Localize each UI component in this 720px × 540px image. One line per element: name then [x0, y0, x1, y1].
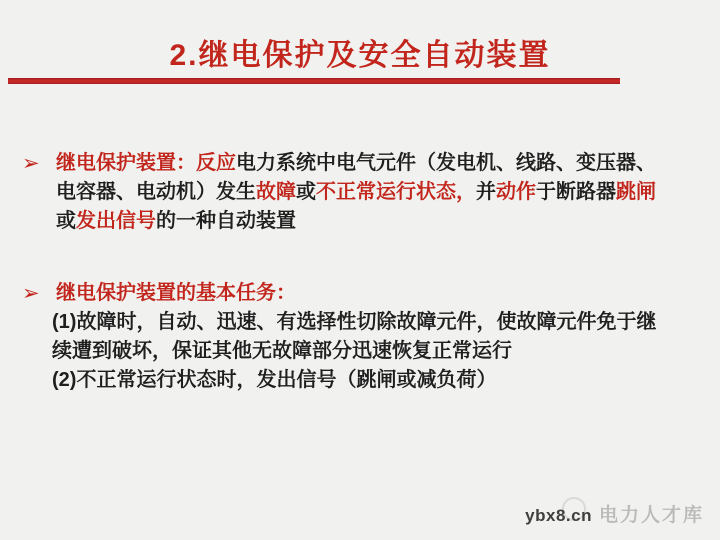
text-run: 反应 [196, 152, 236, 174]
bullet-definition [22, 149, 700, 236]
text-run: 不正常运行状态， [316, 181, 476, 203]
text-run: 跳闸 [616, 181, 656, 203]
text-run: 继电保护装置： [56, 152, 196, 174]
bullet-basic-tasks [22, 279, 700, 395]
watermark [525, 500, 704, 527]
arrow-bullet-icon: ➢ [22, 282, 40, 305]
text-run: 于断路器 [536, 181, 616, 203]
text-run: 电力系统中电气元件（发电机、线路、变压器、 [236, 152, 656, 174]
arrow-bullet-icon: ➢ [22, 152, 40, 175]
title-divider-line [8, 78, 620, 84]
text-line-1 [56, 149, 700, 178]
text-line-2 [56, 178, 700, 207]
task-item-1-line-1: (1)故障时，自动、迅速、有选择性切除故障元件，使故障元件免于继 [52, 311, 657, 333]
task-item-1-line-2: 续遭到破坏，保证其他无故障部分迅速恢复正常运行 [52, 340, 512, 362]
bullet-basic-tasks-text [52, 279, 700, 395]
text-run: 故障 [256, 181, 296, 203]
text-line-3 [56, 207, 700, 236]
task-item-2: (2)不正常运行状态时，发出信号（跳闸或减负荷） [52, 369, 497, 391]
watermark-brand-text: 电力人才库 [598, 505, 704, 526]
text-run: 电容器、电动机）发生 [56, 181, 256, 203]
watermark-site-text: ybx8.cn [525, 506, 592, 525]
text-run: 动作 [496, 181, 536, 203]
tasks-heading: 继电保护装置的基本任务： [56, 282, 296, 304]
slide-title: 2.继电保护及安全自动装置 [169, 39, 551, 72]
text-run: 或 [56, 210, 76, 232]
text-run: 或 [296, 181, 316, 203]
bullet-definition-text [56, 149, 700, 236]
text-run: 的一种自动装置 [156, 210, 296, 232]
text-run: 发出信号 [76, 210, 156, 232]
text-run: 并 [476, 181, 496, 203]
